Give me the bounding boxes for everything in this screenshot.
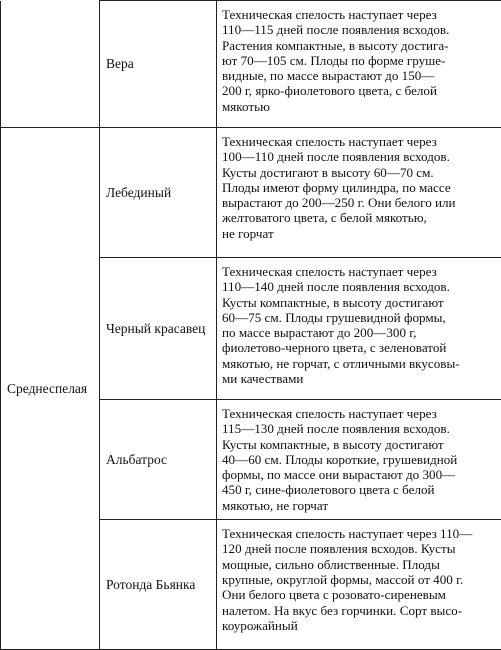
variety-name-cell: Лебединый (100, 128, 217, 258)
table-row (1, 128, 501, 258)
variety-name-cell: Вера (100, 1, 217, 128)
variety-name-cell: Черный красавец (100, 258, 217, 400)
ripening-cell-empty (1, 1, 100, 128)
variety-name-cell: Альбатрос (100, 400, 217, 520)
variety-description-cell: Техническая спелость наступает через 110—140 дней после появления всходов. Кусты компактные, в высоту достигают 60—75 см. Плоды грушевидной формы, по массе вырастают до 200—300 г, фиолетово-черного цвета, с зеленоватой мякотью, не горчат, с отличными вкусовы- ми качествами (217, 258, 501, 400)
variety-description-cell: Техническая спелость наступает через 100—110 дней после появления всходов. Кусты достигают в высоту 60—70 см. Плоды имеют форму цилиндра, по массе вырастают до 200—250 г. Они белого или желтоватого цвета, с белой мякотью, не горчат (217, 128, 501, 258)
ripening-group-cell: Среднеспелая (1, 128, 100, 650)
table-row (1, 1, 501, 128)
variety-description-cell: Техническая спелость наступает через 110— 120 дней после появления всходов. Кусты мощные, сильно облиственные. Плоды крупные, округлой формы, массой от 400 г. Они белого цвета с розовато-сиреневым налетом. На вкус без горчинки. Сорт высо- коурожайный (217, 520, 501, 650)
variety-description-cell: Техническая спелость наступает через 110—115 дней после появления всходов. Растения компактные, в высоту достига- ют 70—105 см. Плоды по форме груше- видные, по массе вырастают до 150— 200 г, ярко-фиолетового цвета, с белой мякотью (217, 1, 501, 128)
variety-name-cell: Ротонда Бьянка (100, 520, 217, 650)
variety-description-cell: Техническая спелость наступает через 115—130 дней после появления всходов. Кусты компактные, в высоту достигают 40—60 см. Плоды короткие, грушевидной формы, по массе они вырастают до 300— 450 г, сине-фиолетового цвета с белой мякотью, не горчат (217, 400, 501, 520)
